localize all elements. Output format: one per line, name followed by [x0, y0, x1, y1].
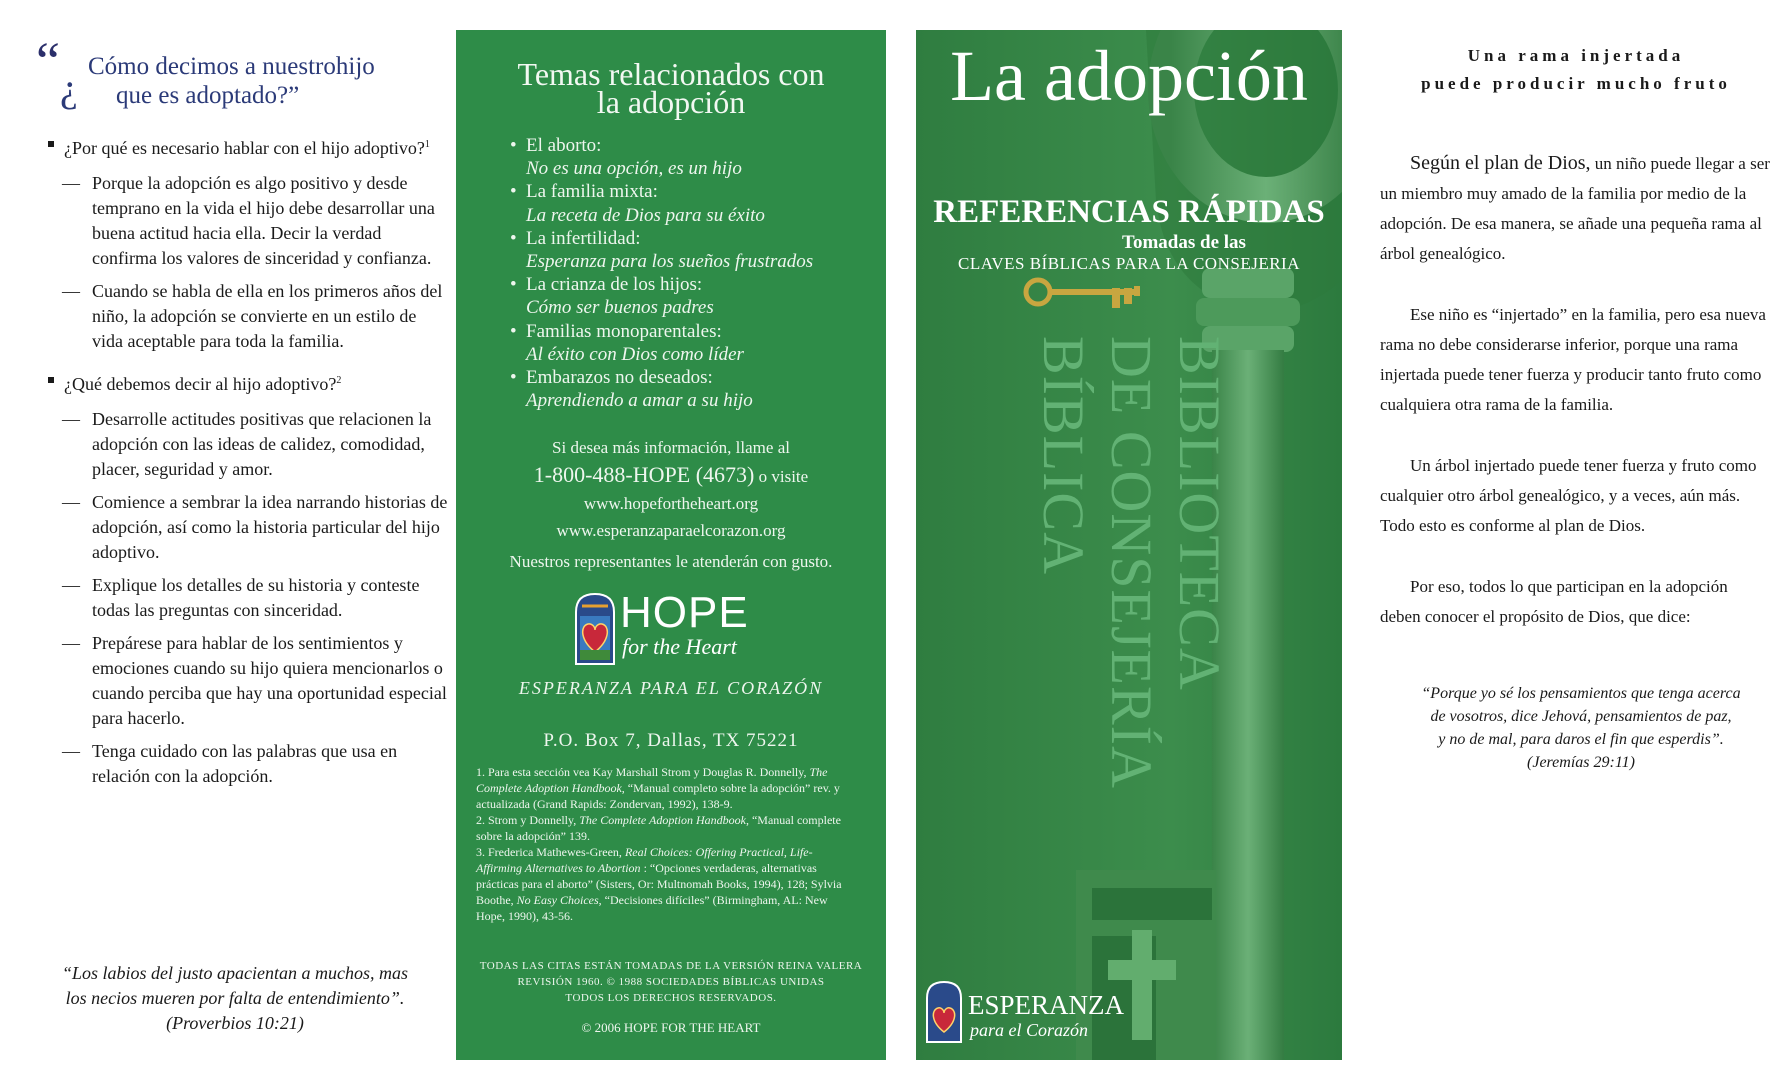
copyright: © 2006 HOPE FOR THE HEART — [581, 1020, 761, 1035]
quick-references-sub1: Tomadas de las — [1122, 232, 1246, 253]
panel1-heading — [88, 52, 438, 110]
panel-how-to-tell — [30, 0, 448, 1088]
topic-parenting[interactable]: • La crianza de los hijos: Cómo ser buenos padres — [510, 274, 714, 319]
stained-glass-heart-icon — [572, 592, 618, 666]
esperanza-logo-icon — [924, 980, 964, 1044]
paragraph-2: Ese niño es “injertado” en la familia, pero esa nueva rama no debe considerarse inferior, porque una rama injertada puede tener fuerza y producir tanto fruto como cualquiera otra rama de la familia. — [1380, 305, 1766, 414]
q1-answer-1: — Porque la adopción es algo positivo y desde temprano en la vida el hijo debe desarrollar una buena actitud hacia ella. Decir la verdad confirma los valores de sinceridad y confianza. — [62, 173, 435, 268]
footnote-2: 2. Strom y Donnelly, The Complete Adoption Handbook, “Manual complete sobre la adopción” 139. — [476, 813, 841, 843]
paragraph-1: Según el plan de Dios, un niño puede llegar a ser un miembro muy amado de la familia por medio de la adopción. De esa manera, se añade una pequeña rama al árbol genealógico. — [1380, 152, 1770, 263]
panel1-heading-line1: Cómo decimos a nuestrohijo — [88, 53, 375, 80]
topic-unwanted-pregnancy[interactable]: • Embarazos no deseados: Aprendiendo a amar a su hijo — [510, 367, 753, 412]
panel1-body — [48, 132, 448, 797]
question-2-text: ¿Qué debemos decir al hijo adoptivo?$^2$ — [64, 374, 342, 394]
question-2 — [48, 368, 448, 397]
q2-answer-4: — Prepárese para hablar de los sentimientos y emociones cuando su hijo quiera mencionarlos o cuando perciba que hay una oportunidad especial para hacerlo. — [62, 633, 447, 728]
cover-title: La adopción — [950, 36, 1308, 116]
quick-references-sub2: CLAVES BÍBLICAS PARA LA CONSEJERIA — [958, 254, 1300, 273]
vertical-text-biblioteca: BIBLIOTECA — [1167, 336, 1232, 691]
paragraph-3: Un árbol injertado puede tener fuerza y fruto como cualquier otro árbol genealógico, y a veces, aún más. Todo esto es conforme al plan de Dios. — [1380, 456, 1757, 535]
topic-abortion[interactable]: • El aborto: No es una opción, es un hijo — [510, 135, 742, 180]
panel1-heading-line2: que es adoptado?” — [116, 82, 300, 109]
esperanza-logo-sub: para el Corazón — [970, 1020, 1089, 1040]
question-1-text: ¿Por qué es necesario hablar con el hijo adoptivo?$^1$ — [64, 138, 430, 158]
topic-single-parents[interactable]: • Familias monoparentales: Al éxito con Dios como líder — [510, 320, 744, 365]
grafted-branch-heading: Una rama injertada puede producir mucho fruto — [1421, 46, 1731, 93]
topics-list — [510, 134, 870, 412]
phone-number[interactable]: 1-800-488-HOPE (4673) o visite — [533, 462, 809, 487]
open-quote-mark: “ — [36, 31, 60, 91]
esperanza-logo-text: ESPERANZA — [968, 990, 1125, 1020]
proverbs-reference: (Proverbios 10:21) — [166, 1013, 304, 1033]
jeremiah-reference: (Jeremías 29:11) — [1527, 754, 1635, 771]
bible-version-notice: TODAS LAS CITAS ESTÁN TOMADAS DE LA VERSIÓN REINA VALERA REVISIÓN 1960. © 1988 SOCIEDADES BÍBLICAS UNIDAS TODOS LOS DERECHOS RESERVADOS. — [479, 960, 863, 1004]
panel-cover — [916, 30, 1342, 1060]
topic-infertility[interactable]: • La infertilidad: Esperanza para los sueños frustrados — [510, 227, 814, 273]
quick-references-title: REFERENCIAS RÁPIDAS — [933, 194, 1325, 230]
proverbs-quote: “Los labios del justo apacientan a muchos, mas los necios mueren por falta de entendimiento”. (Proverbios 10:21) — [30, 961, 440, 1036]
footnotes — [476, 764, 856, 924]
panel-related-topics — [456, 30, 886, 1060]
vertical-text-consejeria: DE CONSEJERÍA — [1099, 336, 1164, 789]
question-1 — [48, 132, 448, 161]
po-box-address: P.O. Box 7, Dallas, TX 75221 — [543, 730, 799, 751]
bullet-square — [48, 141, 54, 147]
related-topics-title: Temas relacionados con la adopción — [517, 56, 825, 120]
footnote-3: 3. Frederica Mathewes-Green, Real Choices: Offering Practical, Life-Affirming Alternatives to Abortion : “Opciones verdaderas, alternativas prácticas para el aborto” (Sisters, Or: Multnomah Books, 1994), 128; Sylvia Boothe, No Easy Choices, “Decisiones difíciles” (Birmingham, AL: New Hope, 1990), 43-56. — [476, 845, 842, 923]
bullet-square — [48, 377, 54, 383]
hope-for-the-heart-logo: HOPE for the Heart — [572, 592, 772, 672]
jeremiah-quote: “Porque yo sé los pensamientos que tenga acerca de vosotros, dice Jehová, pensamientos de paz, y no de mal, para daros el fin que esperdis”. (Jeremías 29:11) — [1376, 682, 1786, 774]
footnote-1: 1. Para esta sección vea Kay Marshall Strom y Douglas R. Donnelly, The Complete Adoption Handbook, “Manual completo sobre la adopción” rev. y actualizada (Grand Rapids: Zondervan, 1992), 138-9. — [476, 765, 840, 811]
paragraph-4: Por eso, todos lo que participan en la adopción deben conocer el propósito de Dios, que dice: — [1380, 577, 1728, 626]
inverted-question-mark: ¿ — [60, 65, 78, 110]
grafted-branch-body — [1380, 148, 1770, 663]
website-link-2[interactable]: www.esperanzaparaelcorazon.org — [556, 521, 786, 540]
vertical-text-biblica: BÍBLICA — [1031, 336, 1096, 575]
q2-answer-1: — Desarrolle actitudes positivas que relacionen la adopción con las ideas de calidez, comodidad, placer, seguridad y amor. — [62, 409, 432, 479]
website-link-1[interactable]: www.hopefortheheart.org — [583, 494, 759, 513]
q2-answer-5: — Tenga cuidado con las palabras que usa en relación con la adopción. — [62, 741, 398, 786]
panel-grafted-branch — [1376, 0, 1776, 1088]
tagline: ESPERANZA PARA EL CORAZÓN — [518, 678, 824, 698]
q1-answer-2: — Cuando se habla de ella en los primeros años del niño, la adopción se convierte en un estilo de vida aceptable para toda la familia. — [62, 281, 443, 351]
q2-answer-2: — Comience a sembrar la idea narrando historias de adopción, así como la historia particular del hijo adoptivo. — [62, 492, 448, 562]
q2-answer-3: — Explique los detalles de su historia y conteste todas las preguntas con sinceridad. — [62, 575, 420, 620]
contact-info: Si desea más información, llame al 1-800-488-HOPE (4673) o visite www.hopefortheheart.org www.esperanzaparaelcorazon.org Nuestros representantes le atenderán con gusto. — [456, 434, 886, 575]
topic-blended-family[interactable]: • La familia mixta: La receta de Dios para su éxito — [510, 181, 765, 226]
